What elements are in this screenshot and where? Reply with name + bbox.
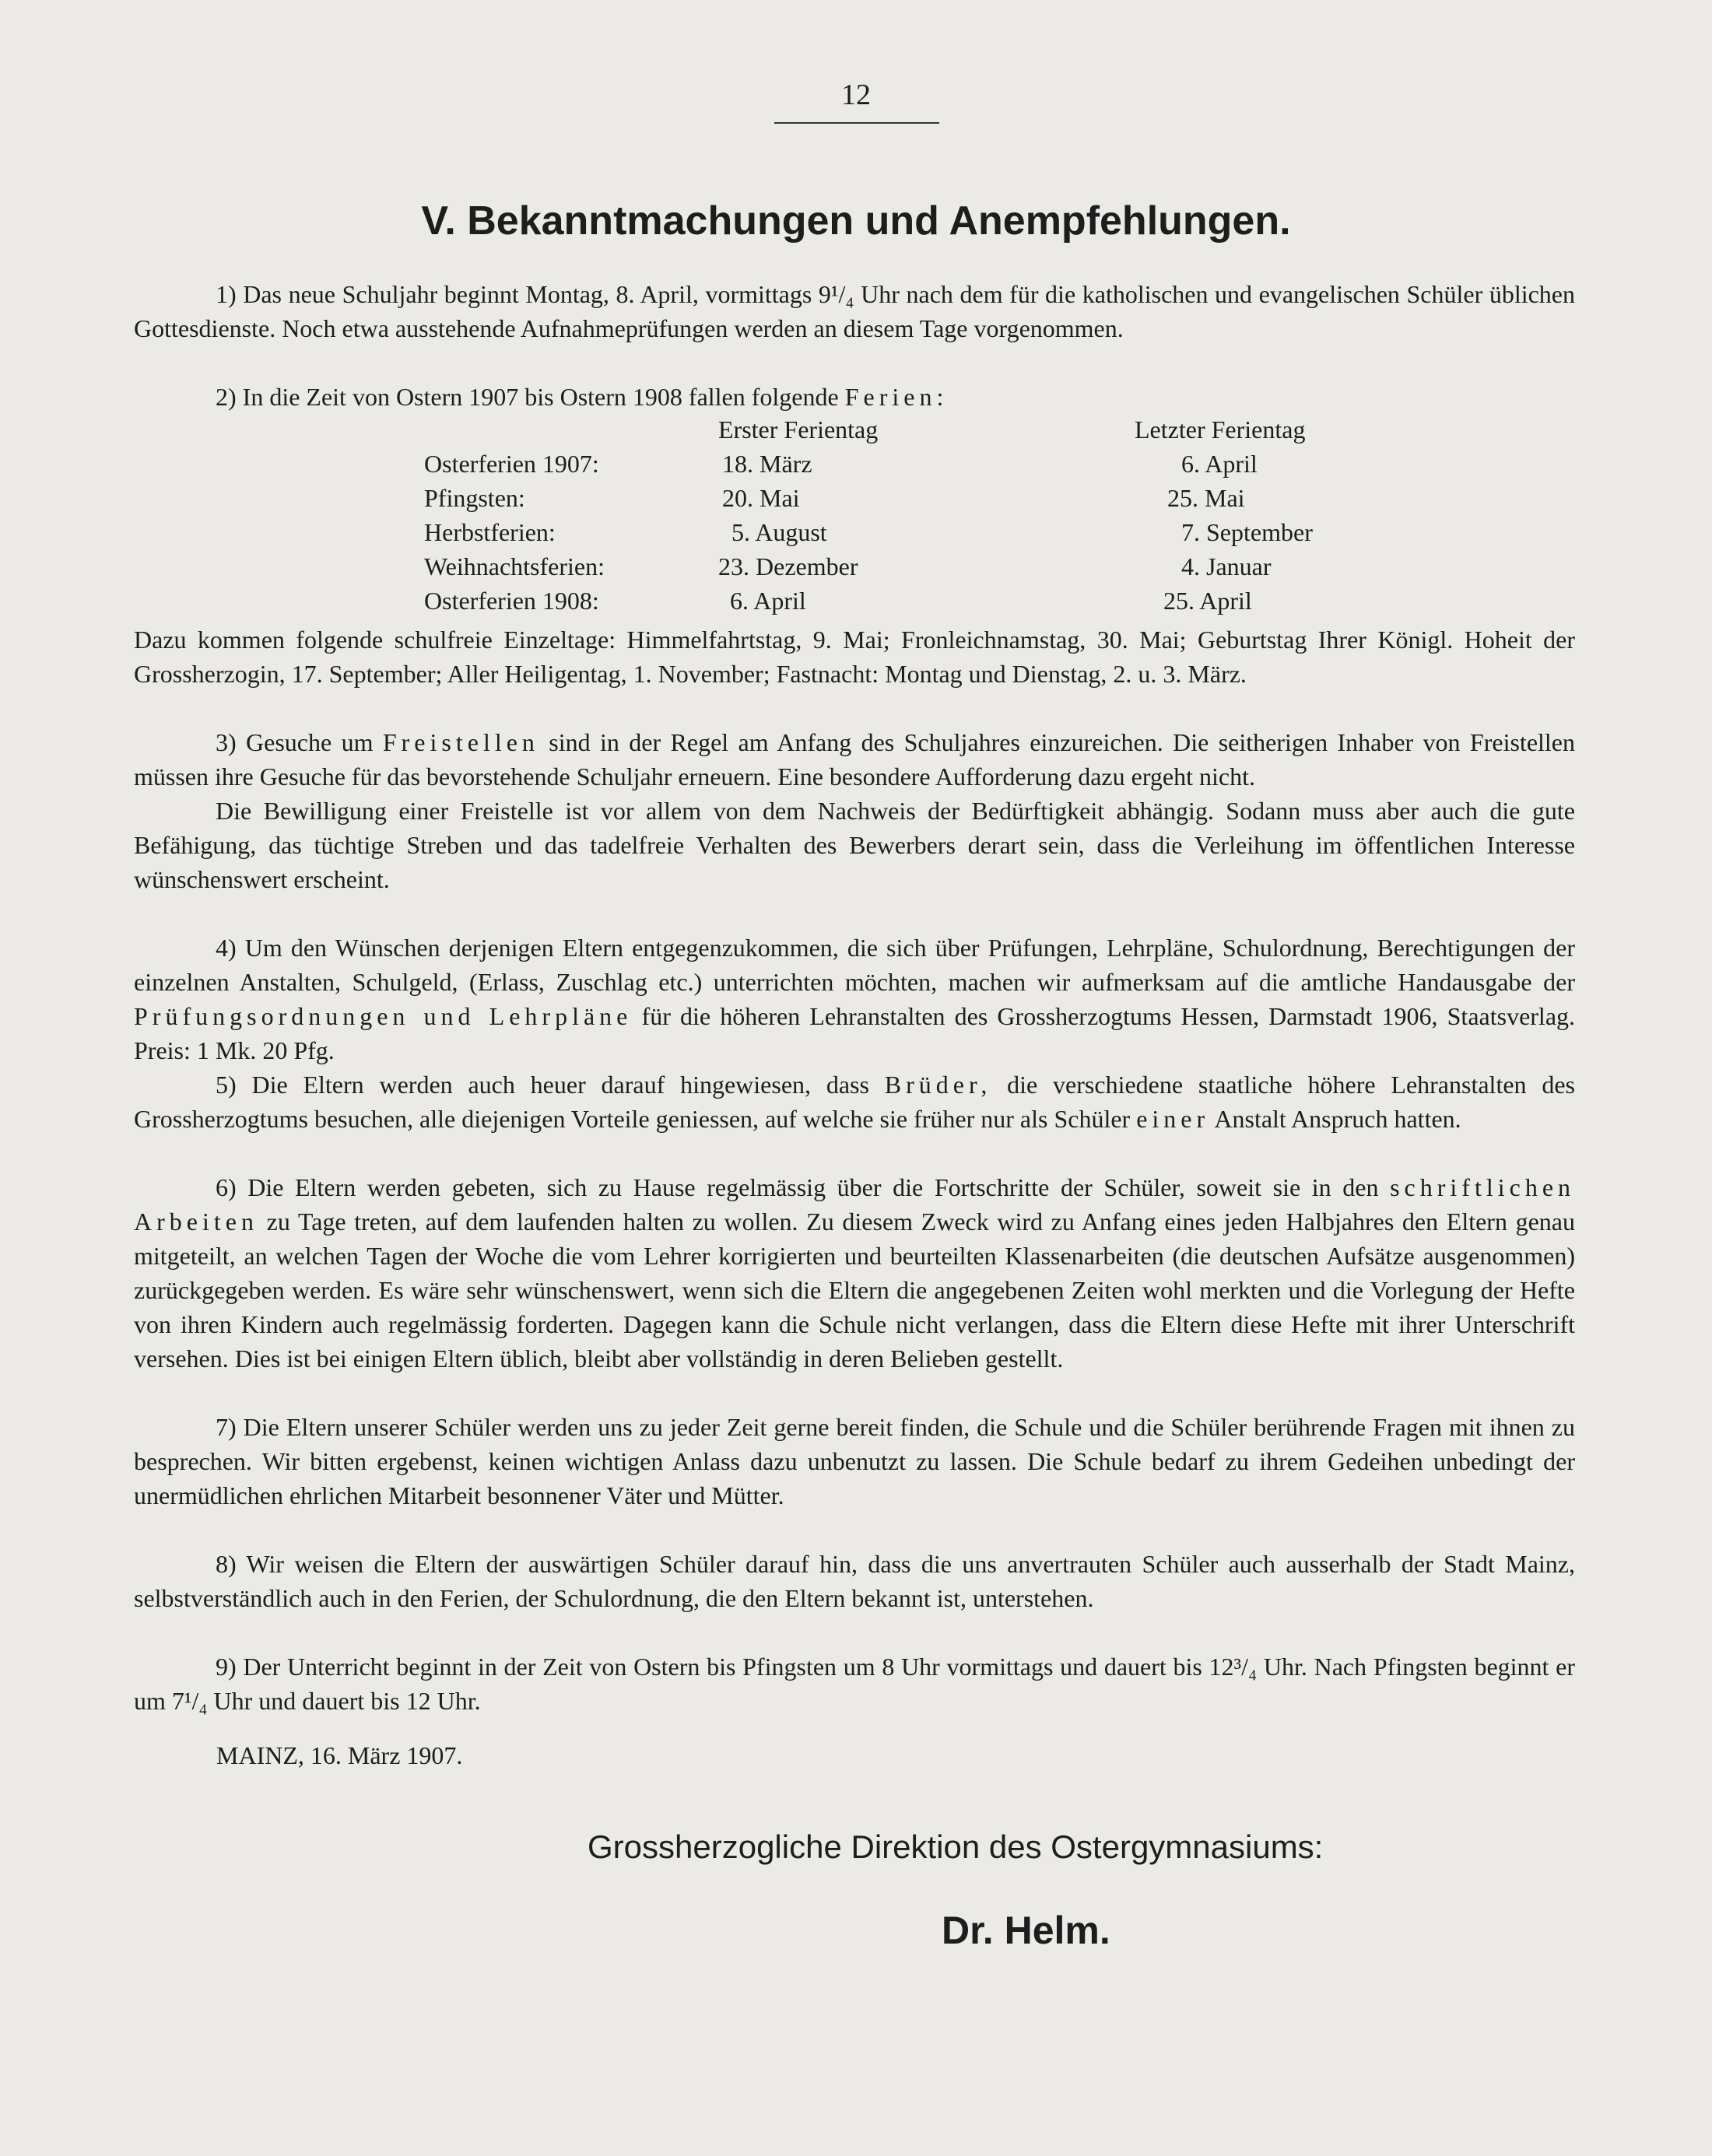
paragraph-7-text: 7) Die Eltern unserer Schüler werden uns zu jeder Zeit gerne bereit finden, die Schule und die Schüler berührende Fragen mit ihnen zu besprechen. Wir bitten ergebenst, keinen wichtigen Anlass dazu unbenutzt zu lassen. Die Schule bedarf zu ihrem Gedeihen unbedingt der unermüdlichen ehrlichen Mitarbeit besonnener Väter und Mütter. bbox=[134, 1413, 1575, 1509]
paragraph-5 bbox=[134, 1067, 1575, 1136]
ferien-row-name: Osterferien 1907: bbox=[424, 450, 599, 478]
ferien-word: Ferien: bbox=[844, 383, 949, 411]
signature-organization: Grossherzogliche Direktion des Ostergymnasiums: bbox=[588, 1828, 1324, 1865]
paragraph-3 bbox=[134, 725, 1575, 896]
ferien-row-last: 7. September bbox=[1181, 518, 1313, 546]
paragraph-4-part-b: für die höheren Lehranstalten des Grossherzogtums Hessen, Darmstadt 1906, Staatsverlag. Preis: 1 Mk. 20 Pfg. bbox=[134, 1002, 1576, 1064]
paragraph-2-extra-text: Dazu kommen folgende schulfreie Einzeltage: Himmelfahrtstag, 9. Mai; Fronleichnamstag, 30. Mai; Geburtstag Ihrer Königl. Hoheit der Grossherzogin, 17. September; Aller Heiligentag, 1. November; Fastnacht: Montag und Dienstag, 2. u. 3. März. bbox=[134, 626, 1575, 688]
section-heading: V. Bekanntmachungen und Anempfehlungen. bbox=[421, 198, 1291, 244]
ferien-row-first: 20. Mai bbox=[722, 484, 800, 512]
page-number-rule bbox=[774, 122, 939, 124]
ferien-row bbox=[0, 450, 1712, 484]
ferien-row-first: 5. August bbox=[731, 518, 827, 546]
paragraph-4 bbox=[134, 931, 1575, 1067]
ferien-row bbox=[0, 552, 1712, 587]
paragraph-9 bbox=[134, 1649, 1575, 1718]
paragraph-6-part-a: 6) Die Eltern werden gebeten, sich zu Hause regelmässig über die Fortschritte der Schüler, soweit sie in den bbox=[216, 1173, 1379, 1201]
ferien-row-name: Osterferien 1908: bbox=[424, 587, 599, 615]
ferien-intro: 2) In die Zeit von Ostern 1907 bis Ostern 1908 fallen folgende bbox=[216, 383, 839, 411]
paragraph-5-part-c: Anstalt Anspruch hatten. bbox=[1214, 1105, 1461, 1133]
paragraph-6-part-b: zu Tage treten, auf dem laufenden halten zu wollen. Zu diesem Zweck wird zu Anfang eines jeden Halbjahres den Eltern genau mitgeteilt, an welchen Tagen der Woche die vom Lehrer korrigierten und beurteilten Klassenarbeiten (die deutschen Aufsätze ausgenommen) zurückgegeben werden. Es wäre sehr wünschenswert, wenn sich die Eltern die angegebenen Zeiten wohl merkten und die Vorlegung der Hefte von ihren Kindern auch regelmässig forderten. Dagegen kann die Schule nicht verlangen, dass die Eltern diese Hefte mit ihrer Unterschrift versehen. Dies ist bei einigen Eltern üblich, bleibt aber vollständig in deren Belieben gestellt. bbox=[134, 1208, 1576, 1372]
ferien-row-name: Herbstferien: bbox=[424, 518, 556, 546]
ferien-row bbox=[0, 587, 1712, 621]
ferien-row-last: 6. April bbox=[1181, 450, 1258, 478]
paragraph-3-part-b: sind in der Regel am Anfang des Schuljahres einzureichen. Die seitherigen Inhaber von Freistellen müssen ihre Gesuche für das bevorstehende Schuljahr erneuern. Eine besondere Aufforderung dazu ergeht nicht. bbox=[134, 728, 1575, 791]
date-line: MAINZ, 16. März 1907. bbox=[216, 1741, 463, 1769]
paragraph-5-part-a: 5) Die Eltern werden auch heuer darauf hingewiesen, dass bbox=[216, 1071, 869, 1099]
ferien-row bbox=[0, 484, 1712, 518]
ferien-row-first: 18. März bbox=[722, 450, 812, 478]
paragraph-2-intro bbox=[134, 380, 1575, 414]
paragraph-8-text: 8) Wir weisen die Eltern der auswärtigen Schüler darauf hin, dass die uns anvertrauten Schüler auch ausserhalb der Stadt Mainz, selbstverständlich auch in den Ferien, der Schulordnung, die den Eltern bekannt ist, unterstehen. bbox=[134, 1550, 1575, 1612]
pruefungsordnungen-emphasis: Prüfungsordnungen und Lehrpläne bbox=[134, 1002, 633, 1030]
paragraph-3-text bbox=[134, 725, 1575, 794]
schriftliche-arbeiten-emphasis: schriftlichen Arbeiten bbox=[134, 1173, 1576, 1236]
paragraph-2-intro-text bbox=[134, 380, 1575, 414]
paragraph-2-extra bbox=[134, 622, 1575, 691]
ferien-row-first: 6. April bbox=[730, 587, 806, 615]
paragraph-1-text: 1) Das neue Schuljahr beginnt Montag, 8. April, vormittags 9¹/₄ Uhr nach dem für die katholischen und evangelischen Schüler üblichen Gottesdienste. Noch etwa ausstehende Aufnahmeprüfungen werden an diesem Tage vorgenommen. bbox=[134, 280, 1575, 342]
ferien-row-name: Pfingsten: bbox=[424, 484, 525, 512]
ferien-row-first: 23. Dezember bbox=[718, 552, 858, 580]
paragraph-3-part-a: 3) Gesuche um bbox=[216, 728, 374, 756]
paragraph-1 bbox=[134, 277, 1575, 345]
paragraph-5-part-b: die verschiedene staatliche höhere Lehranstalten des Grossherzogtums besuchen, alle diejenigen Vorteile geniessen, auf welche sie früher nur als Schüler bbox=[134, 1071, 1576, 1133]
page-number: 12 bbox=[841, 79, 871, 111]
ferien-row bbox=[0, 518, 1712, 552]
col-first-day-header: Erster Ferientag bbox=[718, 415, 879, 443]
ferien-row-last: 25. Mai bbox=[1167, 484, 1245, 512]
paragraph-6-text bbox=[134, 1170, 1575, 1376]
ferien-row-last: 25. April bbox=[1163, 587, 1252, 615]
paragraph-4-text bbox=[134, 931, 1575, 1067]
ferien-row-name: Weihnachtsferien: bbox=[424, 552, 605, 580]
paragraph-6 bbox=[134, 1170, 1575, 1376]
signature-name: Dr. Helm. bbox=[942, 1909, 1110, 1952]
paragraph-7 bbox=[134, 1410, 1575, 1513]
einer-emphasis: einer bbox=[1136, 1105, 1210, 1133]
paragraph-9-text: 9) Der Unterricht beginnt in der Zeit von Ostern bis Pfingsten um 8 Uhr vormittags und dauert bis 12³/₄ Uhr. Nach Pfingsten beginnt er um 7¹/₄ Uhr und dauert bis 12 Uhr. bbox=[134, 1653, 1575, 1715]
paragraph-8 bbox=[134, 1547, 1575, 1615]
paragraph-5-text bbox=[134, 1067, 1575, 1136]
col-last-day-header: Letzter Ferientag bbox=[1135, 415, 1306, 443]
paragraph-4-part-a: 4) Um den Wünschen derjenigen Eltern entgegenzukommen, die sich über Prüfungen, Lehrpläne, Schulordnung, Berechtigungen der einzelnen Anstalten, Schulgeld, (Erlass, Zuschlag etc.) unterrichten möchten, machen wir aufmerksam auf die amtliche Handausgabe der bbox=[134, 934, 1575, 996]
brueder-emphasis: Brüder, bbox=[884, 1071, 992, 1099]
ferien-row-last: 4. Januar bbox=[1181, 552, 1272, 580]
freistellen-emphasis: Freistellen bbox=[382, 728, 539, 756]
paragraph-3-continued: Die Bewilligung einer Freistelle ist vor allem von dem Nachweis der Bedürftigkeit abhängig. Sodann muss aber auch die gute Befähigung, das tüchtige Streben und das tadelfreie Verhalten des Bewerbers derart sein, dass die Verleihung im öffentlichen Interesse wünschenswert erscheint. bbox=[134, 797, 1575, 893]
